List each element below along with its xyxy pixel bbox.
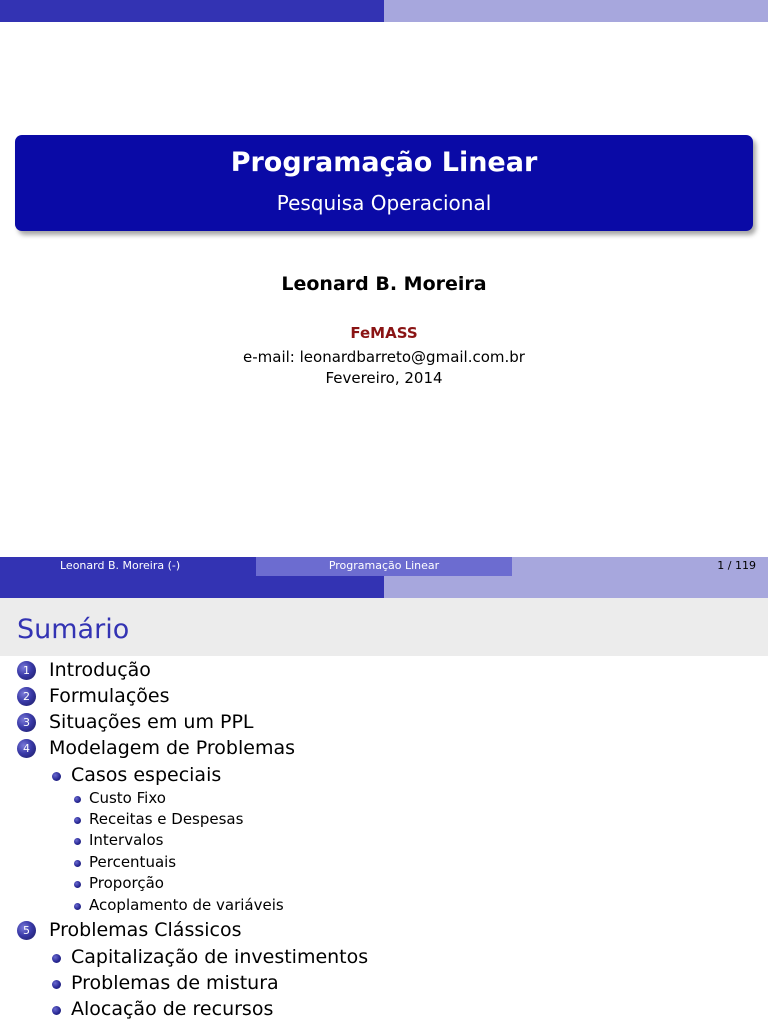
frame-title: Sumário [17,614,130,645]
toc-subsection-label: Problemas de mistura [71,972,279,994]
toc-subsubsection-label: Proporção [89,874,164,892]
bullet-icon [52,1006,61,1015]
toc-subsection-label: Alocação de recursos [71,998,274,1020]
section-number-badge: 1 [17,661,36,680]
section-number-badge: 5 [17,921,36,940]
bullet-icon [74,796,81,803]
slide-footer [0,557,768,576]
footer-page-cell [512,557,768,576]
title-block [15,135,753,231]
bullet-icon [74,817,81,824]
bullet-icon [74,903,81,910]
toc-subsection-label: Capitalização de investimentos [71,946,369,968]
author-email: e-mail: leonardbarreto@gmail.com.br [243,348,525,366]
toc-subsubsection-label: Custo Fixo [89,789,166,807]
section-number-badge: 3 [17,713,36,732]
toc-subsubsection-label: Intervalos [89,831,164,849]
section-number-badge: 4 [17,739,36,758]
bullet-icon [74,838,81,845]
section-number-badge: 2 [17,687,36,706]
footer-author-cell [0,557,256,576]
bullet-icon [74,860,81,867]
presentation-date: Fevereiro, 2014 [325,369,443,387]
footer-title-cell [256,557,512,576]
footer-page-number: 1 / 119 [717,559,756,572]
presentation-title: Programação Linear [230,147,538,178]
toc-subsubsection-label: Percentuais [89,853,177,871]
author-name: Leonard B. Moreira [281,273,487,295]
institution: FeMASS [350,324,418,342]
toc-section-label: Situações em um PPL [49,711,254,733]
header-bar-right [384,0,768,22]
footer-title: Programação Linear [328,559,440,572]
bullet-icon [74,881,81,888]
toc-subsubsection-label: Receitas e Despesas [89,810,244,828]
toc-section-label: Modelagem de Problemas [49,737,295,759]
header-bar-right [384,576,768,598]
toc-section-label: Introdução [49,659,151,681]
presentation-subtitle: Pesquisa Operacional [276,191,492,215]
bullet-icon [52,980,61,989]
bullet-icon [52,954,61,963]
toc-section-label: Formulações [49,685,170,707]
toc-subsubsection-label: Acoplamento de variáveis [89,896,284,914]
toc-slide [0,576,768,1024]
header-bar-left [0,576,384,598]
footer-author: Leonard B. Moreira (-) [60,559,181,572]
bullet-icon [52,772,61,781]
header-bar-left [0,0,384,22]
toc-subsection-label: Casos especiais [71,764,222,786]
toc-section-label: Problemas Clássicos [49,919,242,941]
